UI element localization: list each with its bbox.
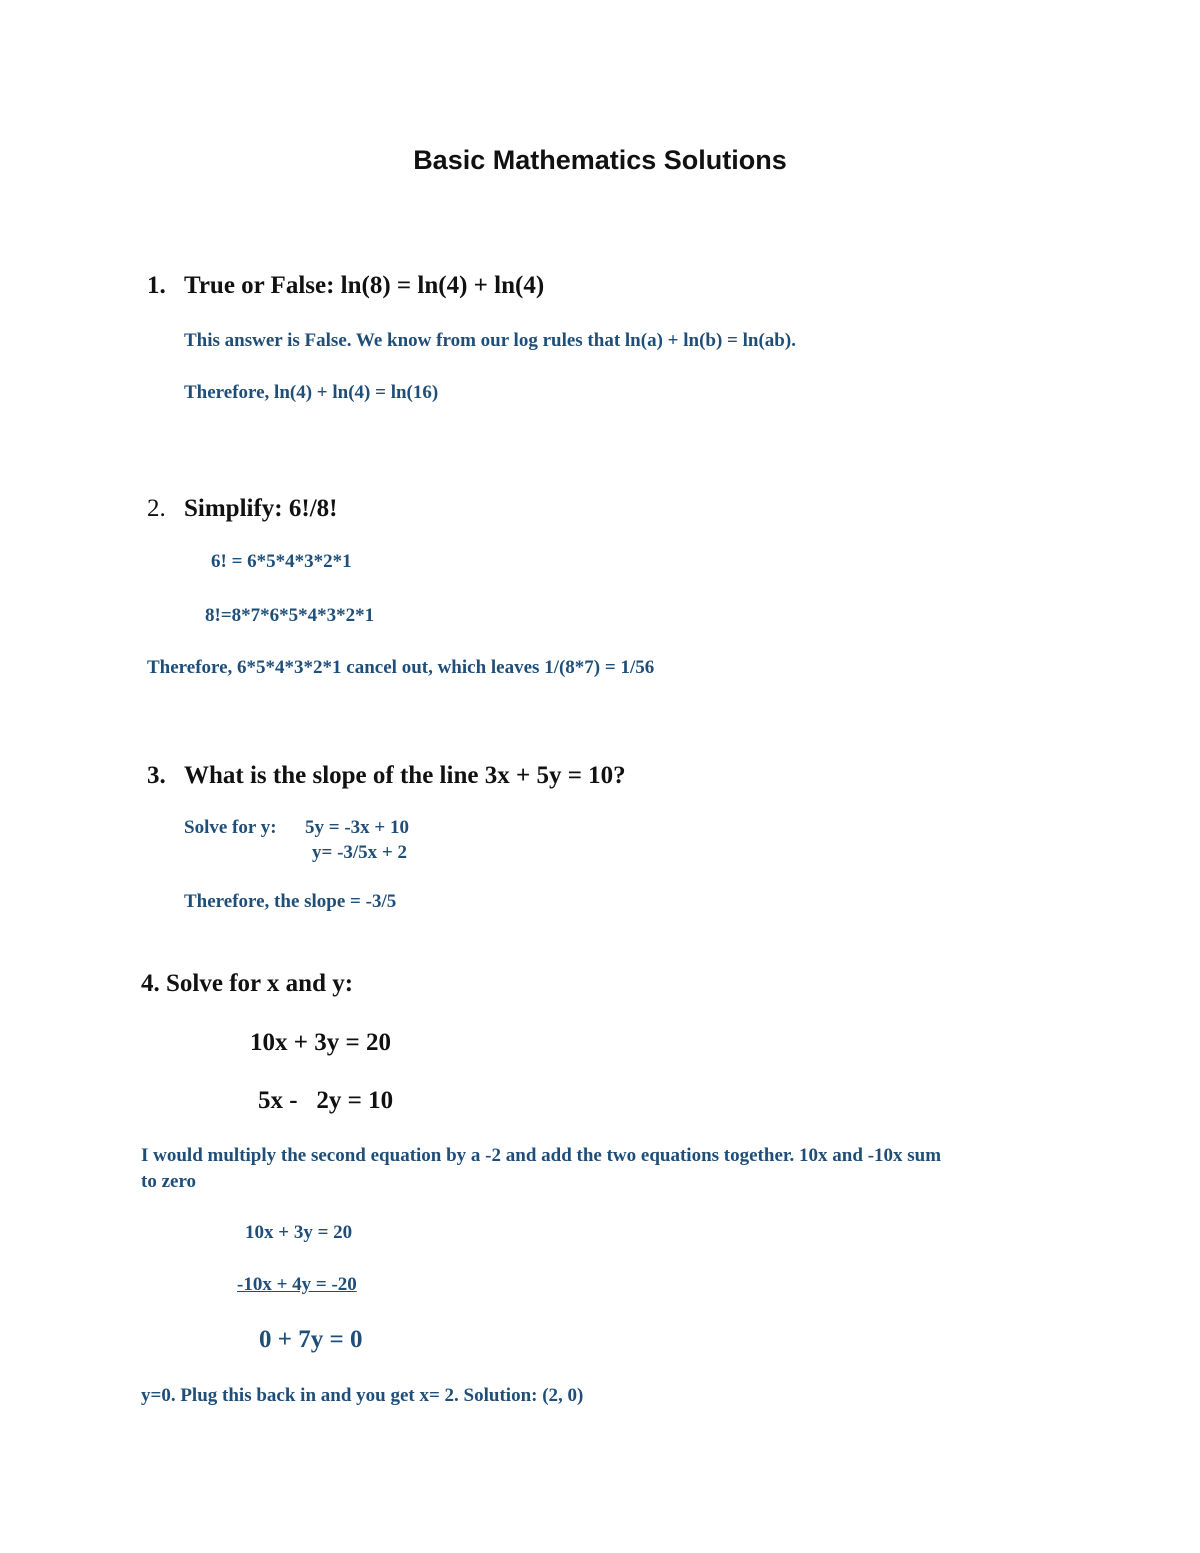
- question-3-conclusion: Therefore, the slope = -3/5: [184, 891, 397, 912]
- question-2-number: 2.: [147, 495, 166, 522]
- question-1-text: True or False: ln(8) = ln(4) + ln(4): [184, 272, 545, 299]
- question-3-step-1: 5y = -3x + 10: [305, 817, 409, 838]
- question-1-answer-line-1: This answer is False. We know from our log rules that ln(a) + ln(b) = ln(ab).: [184, 330, 796, 351]
- question-2-text: Simplify: 6!/8!: [184, 495, 338, 522]
- question-4-explanation-line-1: I would multiply the second equation by a -2 and add the two equations together. 10x and -10x sum: [141, 1145, 942, 1166]
- question-1-answer-line-2: Therefore, ln(4) + ln(4) = ln(16): [184, 382, 439, 403]
- question-1-number: 1.: [147, 272, 166, 299]
- question-4-equation-1: 10x + 3y = 20: [250, 1029, 391, 1056]
- question-4-explanation-line-2: to zero: [141, 1171, 197, 1192]
- page-title: Basic Mathematics Solutions: [413, 145, 787, 175]
- question-4-equation-2: 5x - 2y = 10: [258, 1087, 394, 1114]
- question-2-step-2: 8!=8*7*6*5*4*3*2*1: [205, 605, 375, 626]
- question-3-step-2: y= -3/5x + 2: [312, 842, 408, 863]
- question-2-conclusion: Therefore, 6*5*4*3*2*1 cancel out, which leaves 1/(8*7) = 1/56: [147, 657, 655, 678]
- question-4-text: 4. Solve for x and y:: [141, 970, 354, 997]
- question-3-solve-label: Solve for y:: [184, 817, 277, 838]
- question-3-text: What is the slope of the line 3x + 5y = 10?: [184, 762, 626, 789]
- question-4-final-answer: y=0. Plug this back in and you get x= 2. Solution: (2, 0): [141, 1385, 584, 1406]
- question-4-work-line-1: 10x + 3y = 20: [245, 1222, 353, 1243]
- question-3-number: 3.: [147, 762, 166, 789]
- question-4-sum: 0 + 7y = 0: [259, 1326, 363, 1353]
- question-4-work-line-2: -10x + 4y = -20: [237, 1274, 357, 1295]
- question-2-step-1: 6! = 6*5*4*3*2*1: [211, 551, 352, 572]
